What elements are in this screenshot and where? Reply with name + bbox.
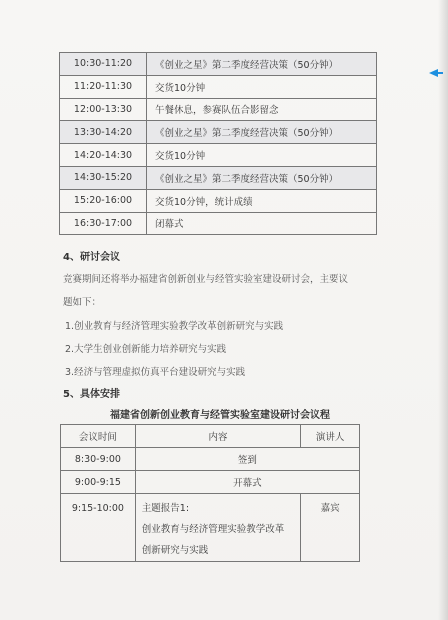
schedule-time: 11:20-11:30 — [60, 75, 147, 98]
topic-item-2: 2.大学生创业创新能力培养研究与实践 — [65, 344, 227, 355]
report-title-line2: 创新研究与实践 — [141, 545, 209, 556]
schedule-time: 14:20-14:30 — [60, 144, 147, 167]
table-header-row — [61, 425, 360, 448]
table-row — [60, 166, 377, 189]
meeting-agenda-title: 福建省创新创业教育与经管实验室建设研讨会议程 — [110, 410, 330, 421]
agenda-time — [61, 494, 136, 562]
header-content: 内容 — [135, 425, 300, 448]
agenda-content — [135, 494, 300, 562]
table-row — [60, 189, 377, 212]
agenda-speaker-text: 嘉宾 — [320, 503, 340, 514]
topic-item-3: 3.经济与管理虚拟仿真平台建设研究与实践 — [65, 367, 246, 378]
table-row — [60, 121, 377, 144]
table-row — [60, 53, 377, 76]
arrow-icon — [429, 68, 443, 78]
schedule-activity: 《创业之星》第二季度经营决策（50分钟） — [147, 166, 377, 189]
page-edge-shadow — [438, 0, 448, 620]
header-time: 会议时间 — [61, 425, 136, 448]
schedule-time: 13:30-14:20 — [60, 121, 147, 144]
agenda-content: 签到 — [135, 448, 359, 471]
schedule-time: 12:00-13:30 — [60, 98, 147, 121]
table-row — [60, 212, 377, 235]
section-4-intro-line1: 竞赛期间还将举办福建省创新创业与经管实验室建设研讨会，主要议 — [63, 274, 349, 285]
schedule-time: 10:30-11:20 — [60, 53, 147, 76]
schedule-time: 14:30-15:20 — [60, 166, 147, 189]
agenda-speaker — [301, 494, 360, 562]
table-row — [61, 494, 360, 562]
schedule-activity: 交货10分钟 — [147, 75, 377, 98]
report-label: 主题报告1: — [141, 503, 190, 514]
table-row — [60, 144, 377, 167]
table-row — [61, 471, 360, 494]
section-4-intro-line2: 题如下： — [63, 297, 102, 308]
schedule-time: 15:20-16:00 — [60, 189, 147, 212]
schedule-activity: 交货10分钟，统计成绩 — [147, 189, 377, 212]
section-4-heading: 4、研讨会议 — [63, 252, 120, 263]
agenda-time-text: 9:15-10:00 — [71, 503, 124, 514]
schedule-activity: 闭幕式 — [147, 212, 377, 235]
schedule-activity: 《创业之星》第二季度经营决策（50分钟） — [147, 121, 377, 144]
report-title-line1: 创业教育与经济管理实验教学改革 — [141, 524, 285, 535]
schedule-activity: 交货10分钟 — [147, 144, 377, 167]
agenda-content: 开幕式 — [135, 471, 359, 494]
schedule-activity: 《创业之星》第二季度经营决策（50分钟） — [147, 53, 377, 76]
agenda-time: 8:30-9:00 — [61, 448, 136, 471]
topic-item-1: 1.创业教育与经济管理实验教学改革创新研究与实践 — [65, 321, 284, 332]
agenda-time: 9:00-9:15 — [61, 471, 136, 494]
section-5-heading: 5、具体安排 — [63, 389, 120, 400]
header-speaker: 演讲人 — [301, 425, 360, 448]
agenda-table — [60, 424, 360, 562]
schedule-activity: 午餐休息，参赛队伍合影留念 — [147, 98, 377, 121]
table-row — [60, 75, 377, 98]
schedule-time: 16:30-17:00 — [60, 212, 147, 235]
table-row — [60, 98, 377, 121]
schedule-table — [59, 52, 377, 235]
table-row — [61, 448, 360, 471]
